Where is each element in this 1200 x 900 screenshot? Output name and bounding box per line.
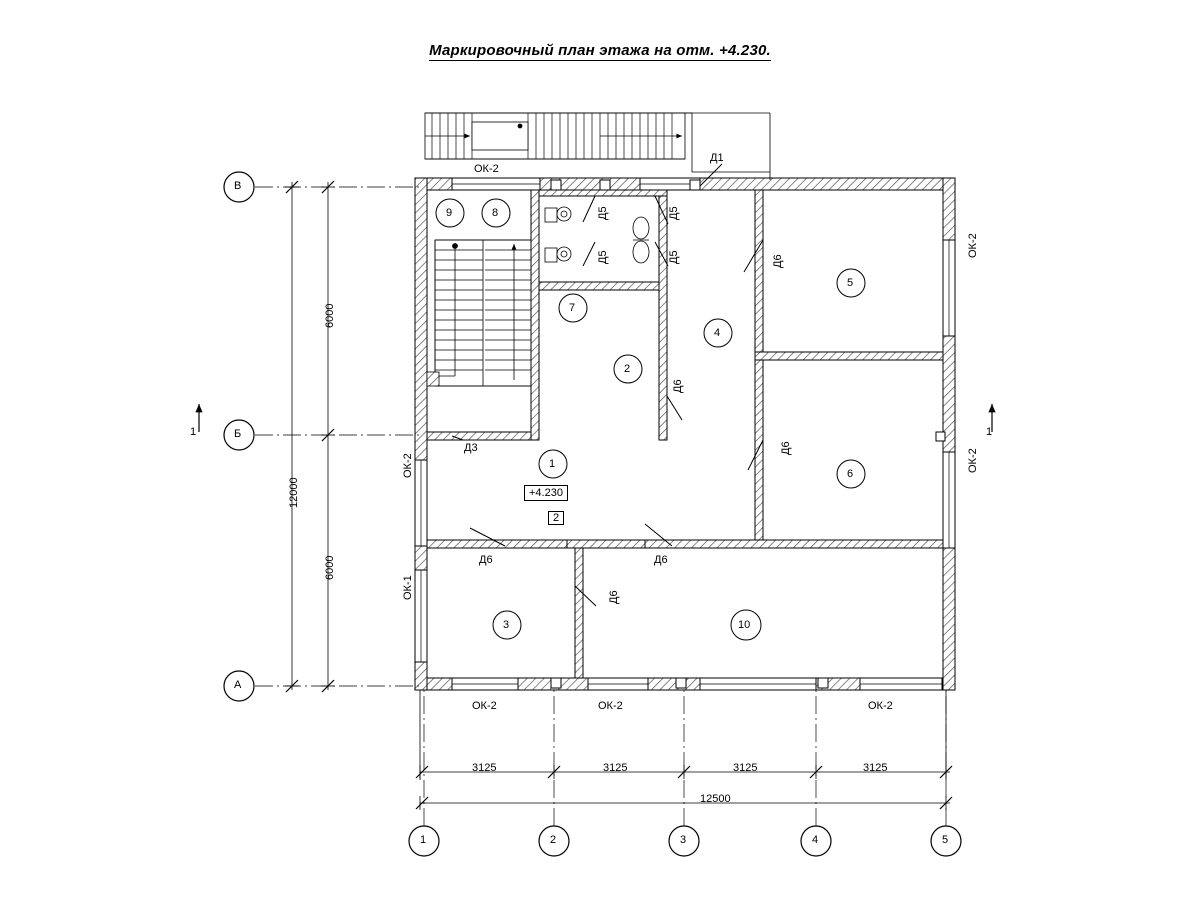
axis-label-v-0: В [234, 180, 242, 192]
dim-left-total: 12000 [288, 477, 300, 508]
door-label-d6-d: Д6 [479, 554, 493, 566]
dim-bottom-2: 3125 [733, 762, 758, 774]
window-label-bottom-1: ОК-2 [472, 700, 497, 712]
stair-interior [427, 240, 531, 386]
room-number-4: 4 [714, 327, 721, 339]
room-number-2: 2 [624, 363, 631, 375]
section-tag: 2 [548, 511, 564, 525]
dim-left-1: 6000 [324, 555, 336, 580]
door-label-d6-a: Д6 [772, 254, 784, 268]
room-number-7: 7 [569, 302, 576, 314]
axis-label-h-4: 5 [942, 834, 949, 846]
door-label-d5-b: Д5 [668, 206, 680, 220]
section-mark-right-label: 1 [986, 426, 993, 438]
axis-label-v-2: А [234, 679, 242, 691]
room-number-8: 8 [492, 207, 499, 219]
elevation-tag: +4.230 [524, 485, 568, 501]
dim-left-0: 6000 [324, 303, 336, 328]
door-label-d5-c: Д5 [597, 250, 609, 264]
room-number-1: 1 [549, 458, 556, 470]
dim-bottom-total: 12500 [700, 793, 731, 805]
window-label-left-lower: ОК-1 [402, 575, 414, 600]
window-label-bottom-3: ОК-2 [868, 700, 893, 712]
room-number-6: 6 [847, 468, 854, 480]
door-label-d6-b: Д6 [672, 379, 684, 393]
window-label-top: ОК-2 [474, 163, 499, 175]
door-label-d3: Д3 [464, 442, 478, 454]
dimension-lines-left [285, 181, 335, 692]
axis-label-h-3: 4 [812, 834, 819, 846]
room-number-5: 5 [847, 277, 854, 289]
door-label-d5-d: Д5 [668, 250, 680, 264]
section-arrows [199, 404, 992, 432]
dim-bottom-3: 3125 [863, 762, 888, 774]
door-label-d6-f: Д6 [608, 590, 620, 604]
axis-label-h-1: 2 [550, 834, 557, 846]
door-label-d6-c: Д6 [780, 441, 792, 455]
axis-label-v-1: Б [234, 428, 242, 440]
drawing-title-text: Маркировочный план этажа на отм. +4.230. [429, 42, 771, 59]
room-number-3: 3 [503, 619, 510, 631]
dim-bottom-1: 3125 [603, 762, 628, 774]
window-label-bottom-2: ОК-2 [598, 700, 623, 712]
room-number-10: 10 [738, 619, 751, 631]
section-mark-left-label: 1 [190, 426, 197, 438]
room-number-9: 9 [446, 207, 453, 219]
window-label-right-upper: ОК-2 [967, 233, 979, 258]
axis-label-h-0: 1 [420, 834, 427, 846]
dim-bottom-0: 3125 [472, 762, 497, 774]
axis-label-h-2: 3 [680, 834, 687, 846]
door-label-d5-a: Д5 [597, 206, 609, 220]
door-label-d1: Д1 [710, 152, 724, 164]
window-label-right-lower: ОК-2 [967, 448, 979, 473]
window-label-left-upper: ОК-2 [402, 453, 414, 478]
door-label-d6-e: Д6 [654, 554, 668, 566]
